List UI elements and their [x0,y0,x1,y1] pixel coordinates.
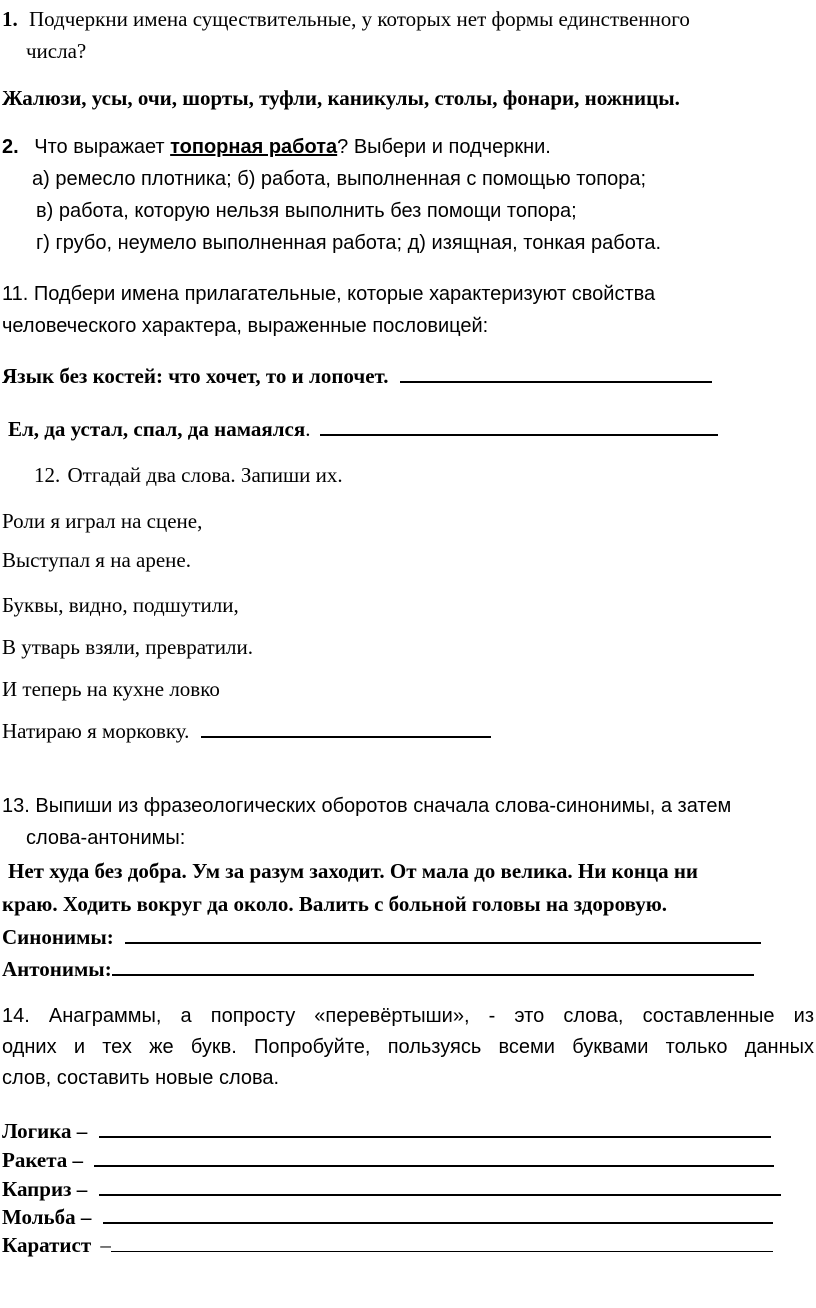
q14-line1: 14. Анаграммы, а попросту «перевёртыши», - это слова, составленные из [2,1005,814,1027]
q12-poem-line: Буквы, видно, подшутили, [2,593,239,617]
q11-answer2-blank[interactable] [320,418,718,436]
anagram-answer-blank[interactable] [94,1149,774,1167]
q2-line1 [2,136,551,158]
q2-number: 2. [2,136,19,158]
anagram-answer-blank[interactable] [99,1178,781,1196]
anagram-word: Логика – [2,1119,88,1143]
q13-synonyms-row [2,926,761,949]
q1-line2: числа? [26,39,87,63]
q12-last-row [2,720,491,743]
anagram-row [2,1178,781,1201]
q12-poem-line: И теперь на кухне ловко [2,677,220,701]
anagram-row [2,1149,774,1172]
q11-answer1-blank[interactable] [400,365,712,383]
antonyms-answer-blank[interactable] [112,958,754,976]
anagram-answer-blank[interactable] [111,1235,773,1252]
anagram-word: Ракета – [2,1148,84,1172]
q2-pre: Что выражает [34,136,171,158]
q12-title: Отгадай два слова. Запиши их. [67,463,343,487]
anagram-word: Каприз – [2,1177,88,1201]
anagram-word: Каратист [2,1233,92,1257]
q2-option-b: в) работа, которую нельзя выполнить без помощи топора; [36,200,577,222]
q11-proverb2: Ел, да устал, спал, да намаялся [8,417,306,441]
anagram-answer-blank[interactable] [99,1120,771,1138]
q11-proverb1: Язык без костей: что хочет, то и лопочет. [2,364,389,388]
q1-text: Подчеркни имена существительные, у которых нет формы единственного [29,7,690,31]
q13-antonyms-row [2,958,754,981]
q2-post: ? Выбери и подчеркни. [337,136,551,158]
q1-line1 [2,8,690,31]
q12-poem-line: В утварь взяли, превратили. [2,635,253,659]
q13-phrases-line2: краю. Ходить вокруг да около. Валить с больной головы на здоровую. [2,892,668,916]
q1-number: 1. [2,7,18,31]
synonyms-answer-blank[interactable] [125,926,761,944]
q11-line2: человеческого характера, выраженные пословицей: [2,315,489,337]
q14-line3: слов, составить новые слова. [2,1067,280,1089]
q1-answer-words: Жалюзи, усы, очи, шорты, туфли, каникулы, столы, фонари, ножницы. [2,86,680,110]
q11-proverb1-row [2,365,712,388]
q2-option-a: а) ремесло плотника; б) работа, выполненная с помощью топора; [32,168,647,190]
q12-title-row [34,464,343,487]
q13-antonyms-label: Антонимы: [2,957,112,981]
q12-answer-blank[interactable] [201,720,491,738]
q13-line2: слова-антонимы: [26,827,186,849]
q12-poem-line: Роли я играл на сцене, [2,509,203,533]
q14-line2: одних и тех же букв. Попробуйте, пользуясь всеми буквами только данных [2,1036,814,1058]
q11-proverb2-row [8,418,718,441]
q13-line1: 13. Выпиши из фразеологических оборотов сначала слова-синонимы, а затем [2,795,732,817]
q12-number: 12. [34,463,61,487]
anagram-answer-blank[interactable] [103,1206,773,1224]
anagram-word: Мольба – [2,1205,92,1229]
q11-line1: 11. Подбери имена прилагательные, которые характеризуют свойства [2,283,656,305]
q12-poem-line: Выступал я на арене. [2,548,191,572]
q2-option-c: г) грубо, неумело выполненная работа; д) изящная, тонкая работа. [36,232,662,254]
anagram-row [2,1234,773,1257]
q11-proverb2-end: . [305,417,311,441]
anagram-dash: – [100,1233,111,1257]
q12-poem-line: Натираю я морковку. [2,719,190,743]
q2-phrase: топорная работа [170,136,338,158]
q13-synonyms-label: Синонимы: [2,925,114,949]
anagram-row [2,1120,771,1143]
q13-phrases-line1: Нет худа без добра. Ум за разум заходит. От мала до велика. Ни конца ни [8,859,699,883]
anagram-row [2,1206,773,1229]
